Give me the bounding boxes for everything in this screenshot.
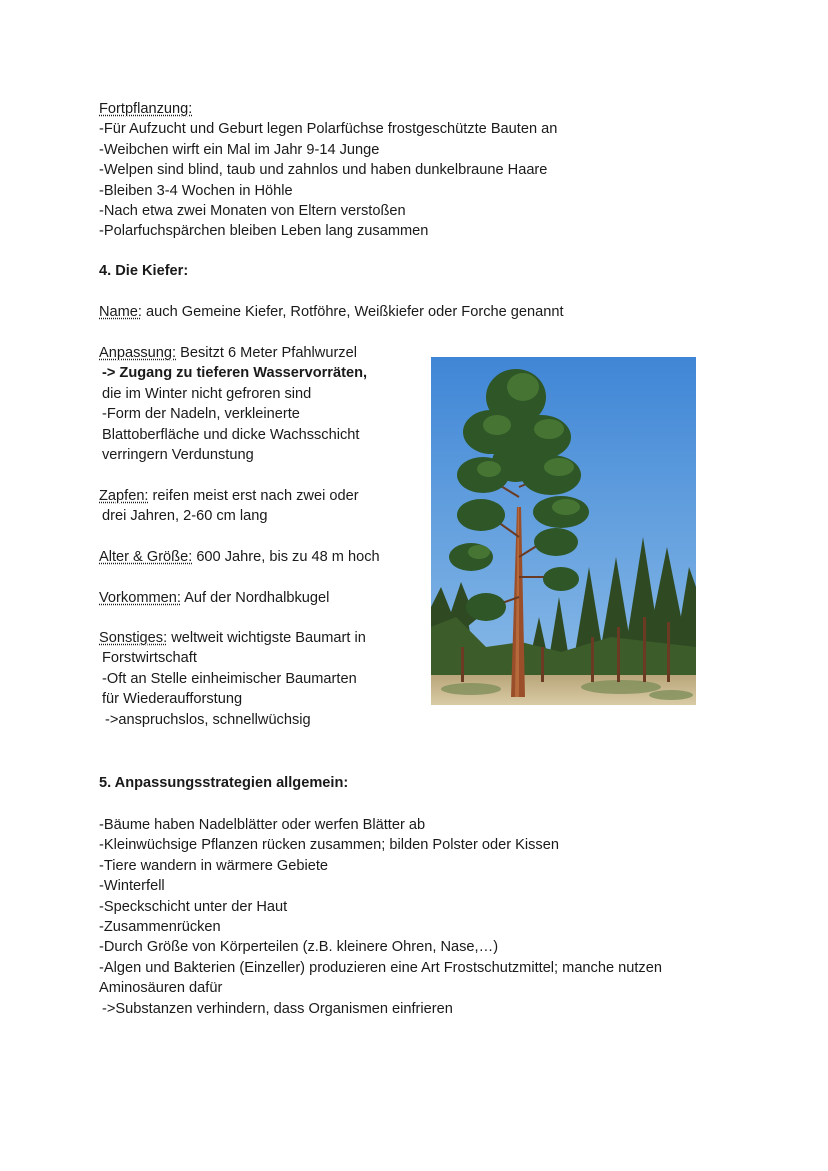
strategie-line: -Speckschicht unter der Haut bbox=[99, 898, 288, 915]
sonstiges-line: für Wiederaufforstung bbox=[102, 691, 243, 708]
vorkommen-text: Auf der Nordhalbkugel bbox=[180, 590, 330, 606]
fortpflanzung-line: -Bleiben 3-4 Wochen in Höhle bbox=[99, 182, 293, 199]
strategie-line: -Algen und Bakterien (Einzeller) produzieren eine Art Frostschutzmittel; manche nutzen bbox=[99, 959, 662, 976]
fortpflanzung-line: -Nach etwa zwei Monaten von Eltern verstoßen bbox=[99, 202, 406, 219]
strategie-line: -Zusammenrücken bbox=[99, 918, 221, 935]
sonstiges-text: weltweit wichtigste Baumart in bbox=[167, 630, 366, 646]
fortpflanzung-line: -Weibchen wirft ein Mal im Jahr 9-14 Junge bbox=[99, 141, 380, 158]
strategie-line: -Tiere wandern in wärmere Gebiete bbox=[99, 857, 329, 874]
anpassung-line: die im Winter nicht gefroren sind bbox=[102, 385, 312, 402]
anpassung-line: -Form der Nadeln, verkleinerte bbox=[102, 406, 300, 423]
sonstiges-block bbox=[99, 628, 366, 730]
vorkommen-block bbox=[99, 588, 329, 608]
anpassung-block bbox=[99, 343, 367, 465]
zapfen-text: reifen meist erst nach zwei oder bbox=[148, 488, 359, 504]
strategie-line: ->Substanzen verhindern, dass Organismen einfrieren bbox=[102, 1000, 453, 1017]
pine-tree-photo bbox=[431, 357, 696, 705]
vorkommen-label: Vorkommen: bbox=[99, 590, 181, 606]
alter-block bbox=[99, 547, 380, 567]
name-label: Name: bbox=[99, 304, 142, 320]
alter-text: 600 Jahre, bis zu 48 m hoch bbox=[192, 549, 380, 565]
fortpflanzung-section bbox=[99, 99, 557, 242]
anpassung-text: Besitzt 6 Meter Pfahlwurzel bbox=[176, 345, 357, 361]
strategie-line: -Kleinwüchsige Pflanzen rücken zusammen; bilden Polster oder Kissen bbox=[99, 837, 559, 854]
zapfen-block bbox=[99, 486, 359, 527]
sonstiges-label: Sonstiges: bbox=[99, 630, 168, 646]
zapfen-label: Zapfen: bbox=[99, 488, 149, 504]
anpassungsstrategien-heading: 5. Anpassungsstrategien allgemein: bbox=[99, 775, 349, 791]
kiefer-heading: 4. Die Kiefer: bbox=[99, 263, 189, 279]
anpassung-label: Anpassung: bbox=[99, 345, 177, 361]
fortpflanzung-line: -Für Aufzucht und Geburt legen Polarfüchse frostgeschützte Bauten an bbox=[99, 121, 558, 138]
strategie-line: Aminosäuren dafür bbox=[99, 980, 223, 997]
kiefer-name bbox=[99, 302, 564, 322]
sonstiges-line: ->anspruchslos, schnellwüchsig bbox=[105, 711, 311, 728]
fortpflanzung-line: -Polarfuchspärchen bleiben Leben lang zusammen bbox=[99, 223, 429, 240]
zapfen-line: drei Jahren, 2-60 cm lang bbox=[102, 508, 268, 525]
sonstiges-line: Forstwirtschaft bbox=[102, 650, 197, 667]
pine-tree-image bbox=[431, 357, 696, 705]
anpassungsstrategien-list bbox=[99, 815, 662, 1019]
fortpflanzung-heading: Fortpflanzung: bbox=[99, 101, 193, 117]
strategie-line: -Durch Größe von Körperteilen (z.B. kleinere Ohren, Nase,…) bbox=[99, 939, 499, 956]
anpassung-line: verringern Verdunstung bbox=[102, 446, 254, 463]
alter-label: Alter & Größe: bbox=[99, 549, 193, 565]
sonstiges-line: -Oft an Stelle einheimischer Baumarten bbox=[102, 670, 357, 687]
fortpflanzung-line: -Welpen sind blind, taub und zahnlos und haben dunkelbraune Haare bbox=[99, 162, 548, 179]
strategie-line: -Winterfell bbox=[99, 878, 165, 895]
anpassung-line: Blattoberfläche und dicke Wachsschicht bbox=[102, 426, 360, 443]
strategie-line: -Bäume haben Nadelblätter oder werfen Blätter ab bbox=[99, 817, 426, 833]
name-text: auch Gemeine Kiefer, Rotföhre, Weißkiefer oder Forche genannt bbox=[141, 304, 564, 320]
anpassung-line: -> Zugang zu tieferen Wasservorräten, bbox=[102, 365, 368, 382]
